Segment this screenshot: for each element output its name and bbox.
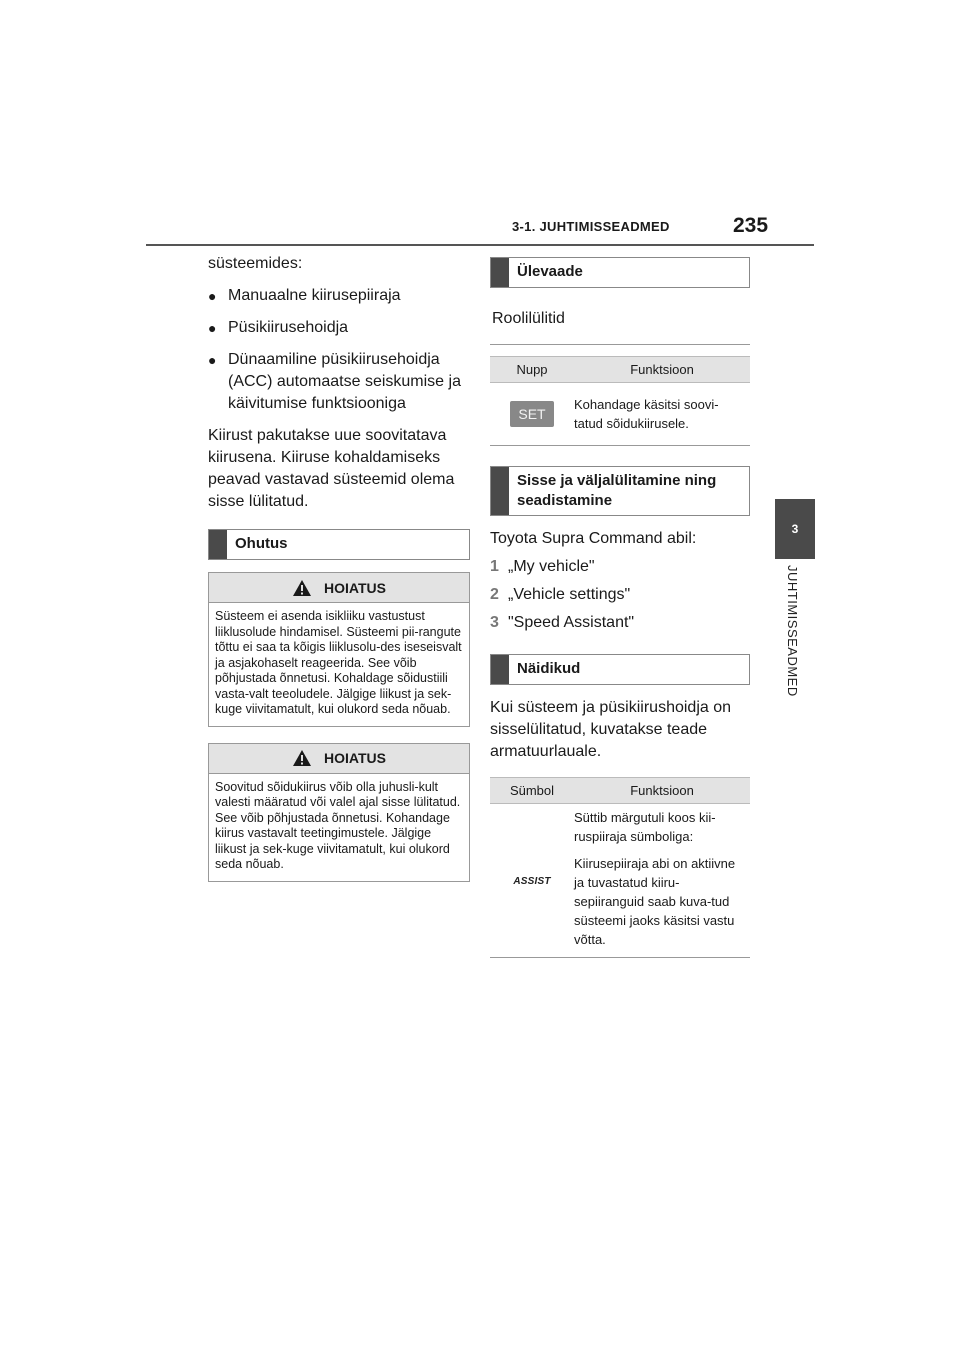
table-header: Nupp — [490, 357, 574, 383]
step-text: "Speed Assistant" — [508, 614, 635, 631]
table-header: Funktsioon — [574, 357, 750, 383]
symbol-cell — [490, 804, 574, 958]
warning-box — [208, 743, 470, 882]
bullet-item — [208, 317, 470, 339]
intro-text: süsteemides: — [208, 255, 303, 272]
warning-title: HOIATUS — [324, 750, 386, 766]
warning-triangle-icon — [292, 749, 312, 767]
warning-header — [209, 573, 469, 603]
function-cell — [574, 804, 750, 958]
section-heading-indicators — [490, 654, 750, 685]
heading-text: Sisse ja väljalülitamine ning seadistamine — [517, 472, 717, 509]
bullet-item — [208, 349, 470, 415]
step-number: 1 — [490, 558, 499, 575]
steering-label: Roolilülitid — [490, 300, 750, 345]
step-number: 2 — [490, 586, 499, 603]
bullet-dot-icon: ● — [208, 288, 217, 304]
indicators-text: Kui süsteem ja püsikiirushoidja on sisselülitatud, kuvatakse teade armatuurlauale. — [490, 699, 732, 760]
function-text: Kiirusepiiraja abi on aktiivne ja tuvastatud kiiru-sepiiranguid saab kuva-tud süsteemi jaoks käsitsi vastu võtta. — [574, 856, 736, 947]
table-header: Funktsioon — [574, 778, 750, 804]
function-cell: Kohandage käsitsi soovi-tatud sõidukiirusele. — [574, 383, 750, 446]
bullet-dot-icon: ● — [208, 352, 217, 368]
chapter-label: JUHTIMISSEADMED — [785, 565, 800, 697]
section-heading-safety — [208, 529, 470, 560]
chapter-tab: 3 — [775, 499, 815, 559]
heading-bar — [209, 530, 227, 559]
bullet-text: Püsikiirusehoidja — [228, 319, 349, 336]
warning-text: Süsteem ei asenda isikliiku vastustust liiklusolude hindamisel. Süsteemi pii-rangute tõttu ei saa ta kõigis liiklusolu-des iseseisvalt ja asjakohaselt reageerida. See võib põhjustada õnnetusi. Kohaldage sõidustiili vasta-valt teeoludele. Jälgige liikust ja sek-kuge viivitamatult, kui olukord seda nõuab. — [215, 609, 462, 716]
table-row — [490, 383, 750, 446]
section-heading-onoff — [490, 466, 750, 516]
bullet-text: Manuaalne kiirusepiiraja — [228, 287, 401, 304]
heading-bar — [491, 655, 509, 684]
table-row — [490, 804, 750, 958]
warning-text: Soovitud sõidukiirus võib olla juhusli-kult valesti määratud või valel ajal sisse lülitatud. See võib põhjustada õnnetusi. Kohandage kiirus vastavalt teetingimustele. Jälgige liikust ja sek-kuge viivitamatult, kui olukord seda nõuab. — [215, 779, 461, 871]
warning-header — [209, 744, 469, 774]
bullet-text: Dünaamiline püsikiirusehoidja (ACC) automaatse seiskumise ja käivitumise funktsiooniga — [228, 351, 461, 412]
warning-title: HOIATUS — [324, 579, 386, 596]
list-item — [490, 584, 750, 606]
symbols-table — [490, 777, 750, 958]
step-text: „My vehicle" — [508, 558, 595, 575]
heading-text: Ülevaade — [517, 263, 583, 280]
section-heading-overview — [490, 257, 750, 288]
list-item — [490, 556, 750, 578]
info-paragraph: Kiirust pakutakse uue soovitatava kiirusena. Kiiruse kohaldamiseks peavad vastavad süsteemid olema sisse lülitatud. — [208, 427, 455, 510]
function-text: Süttib märgutuli koos kii-ruspiiraja sümboliga: — [574, 810, 716, 844]
step-number: 3 — [490, 614, 499, 631]
table-header: Sümbol — [490, 778, 574, 804]
section-title: 3-1. JUHTIMISSEADMED — [512, 219, 670, 234]
bullet-dot-icon: ● — [208, 320, 217, 336]
left-column — [208, 253, 470, 898]
right-column — [490, 257, 750, 958]
buttons-table — [490, 356, 750, 446]
set-button-icon: SET — [510, 401, 554, 427]
step-text: „Vehicle settings" — [508, 586, 631, 603]
page-number: 235 — [733, 214, 769, 237]
heading-bar — [491, 258, 509, 287]
warning-box — [208, 572, 470, 727]
warning-triangle-icon — [292, 579, 312, 597]
header-divider — [146, 244, 814, 246]
heading-text: Ohutus — [235, 535, 288, 552]
assist-symbol-icon: ASSIST — [513, 876, 551, 887]
heading-bar — [491, 467, 509, 515]
command-intro: Toyota Supra Command abil: — [490, 530, 697, 547]
bullet-item — [208, 285, 470, 307]
symbol-cell — [490, 383, 574, 446]
heading-text: Näidikud — [517, 660, 581, 677]
list-item — [490, 612, 750, 634]
